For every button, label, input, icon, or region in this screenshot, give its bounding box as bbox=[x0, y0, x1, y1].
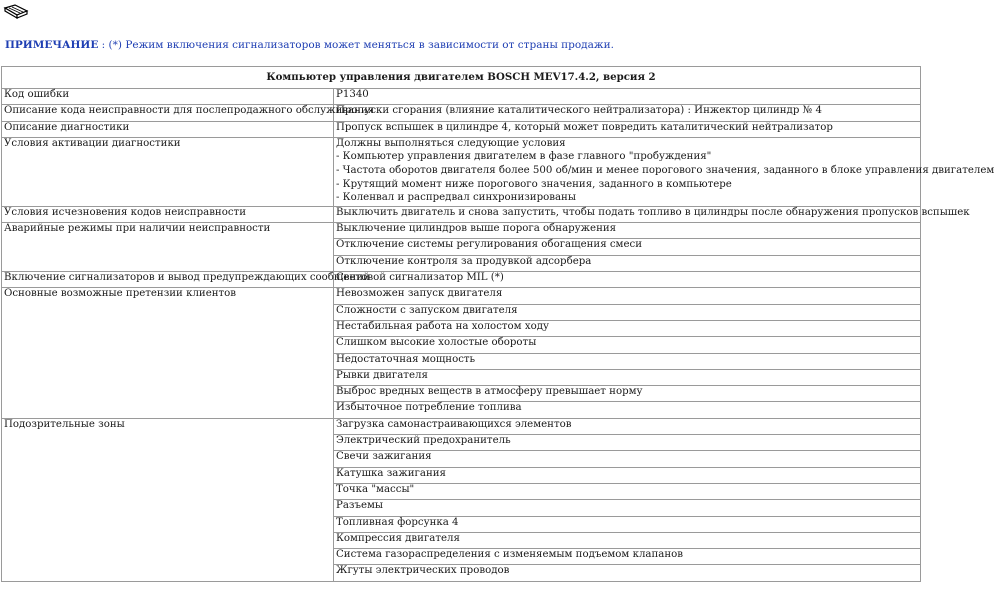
row-value: Жгуты электрических проводов bbox=[334, 565, 921, 581]
row-value: Выброс вредных веществ в атмосферу превышает норму bbox=[334, 386, 921, 402]
fault-table bbox=[1, 66, 994, 582]
row-value: Невозможен запуск двигателя bbox=[334, 288, 921, 304]
row-value: Избыточное потребление топлива bbox=[334, 402, 921, 418]
row-value: Пропуски сгорания (влияние каталитического нейтрализатора) : Инжектор цилиндр № 4 bbox=[334, 105, 921, 121]
condition-line: - Коленвал и распредвал синхронизированы bbox=[336, 192, 576, 204]
table-row bbox=[2, 272, 921, 288]
row-value: Электрический предохранитель bbox=[334, 435, 921, 451]
row-value: Свечи зажигания bbox=[334, 451, 921, 467]
row-label: Описание диагностики bbox=[2, 121, 334, 137]
table-title: Компьютер управления двигателем BOSCH MEV17.4.2, версия 2 bbox=[2, 67, 921, 89]
condition-line: - Компьютер управления двигателем в фазе главного "пробуждения" bbox=[336, 151, 712, 163]
row-label: Условия активации диагностики bbox=[2, 137, 334, 206]
row-value: Компрессия двигателя bbox=[334, 532, 921, 548]
row-value: Выключить двигатель и снова запустить, чтобы подать топливо в цилиндры после обнаружения пропусков вспышек bbox=[334, 206, 921, 222]
row-label: Основные возможные претензии клиентов bbox=[2, 288, 334, 418]
row-value: Разъемы bbox=[334, 500, 921, 516]
row-label: Описание кода неисправности для послепродажного обслуживания bbox=[2, 105, 334, 121]
condition-line: - Частота оборотов двигателя более 500 об/мин и менее порогового значения, заданного в блоке управления двигателем bbox=[336, 165, 994, 177]
row-value: Отключение системы регулирования обогащения смеси bbox=[334, 239, 921, 255]
table-row bbox=[2, 418, 921, 434]
table-row bbox=[2, 137, 921, 206]
row-value: Пропуск вспышек в цилиндре 4, который может повредить каталитический нейтрализатор bbox=[334, 121, 921, 137]
row-label: Условия исчезновения кодов неисправности bbox=[2, 206, 334, 222]
row-label: Аварийные режимы при наличии неисправности bbox=[2, 223, 334, 272]
row-value: Недостаточная мощность bbox=[334, 353, 921, 369]
row-label: Подозрительные зоны bbox=[2, 418, 334, 581]
row-value: Нестабильная работа на холостом ходу bbox=[334, 320, 921, 336]
table-row bbox=[2, 89, 921, 105]
condition-line: Должны выполняться следующие условия bbox=[336, 137, 566, 149]
note-label: ПРИМЕЧАНИЕ bbox=[5, 39, 99, 51]
row-value: Катушка зажигания bbox=[334, 467, 921, 483]
table-row bbox=[2, 105, 921, 121]
table-row bbox=[2, 223, 921, 239]
table-row bbox=[2, 288, 921, 304]
row-value: Слишком высокие холостые обороты bbox=[334, 337, 921, 353]
condition-line: - Крутящий момент ниже порогового значения, заданного в компьютере bbox=[336, 178, 732, 190]
row-value: Рывки двигателя bbox=[334, 369, 921, 385]
row-value: Световой сигнализатор MIL (*) bbox=[334, 272, 921, 288]
row-value: Точка "массы" bbox=[334, 483, 921, 499]
row-value: P1340 bbox=[334, 89, 921, 105]
note-text: : (*) Режим включения сигнализаторов может меняться в зависимости от страны продажи. bbox=[98, 39, 614, 51]
table-row bbox=[2, 121, 921, 137]
row-value: Выключение цилиндров выше порога обнаружения bbox=[334, 223, 921, 239]
note bbox=[5, 39, 614, 51]
table-row bbox=[2, 206, 921, 222]
row-value: Сложности с запуском двигателя bbox=[334, 304, 921, 320]
row-value: Отключение контроля за продувкой адсорбера bbox=[334, 255, 921, 271]
row-label: Код ошибки bbox=[2, 89, 334, 105]
row-value: Топливная форсунка 4 bbox=[334, 516, 921, 532]
book-icon[interactable] bbox=[3, 2, 29, 24]
row-value-multiline bbox=[334, 137, 994, 206]
row-value: Загрузка самонастраивающихся элементов bbox=[334, 418, 921, 434]
row-value: Система газораспределения с изменяемым подъемом клапанов bbox=[334, 549, 921, 565]
row-label: Включение сигнализаторов и вывод предупреждающих сообщений bbox=[2, 272, 334, 288]
